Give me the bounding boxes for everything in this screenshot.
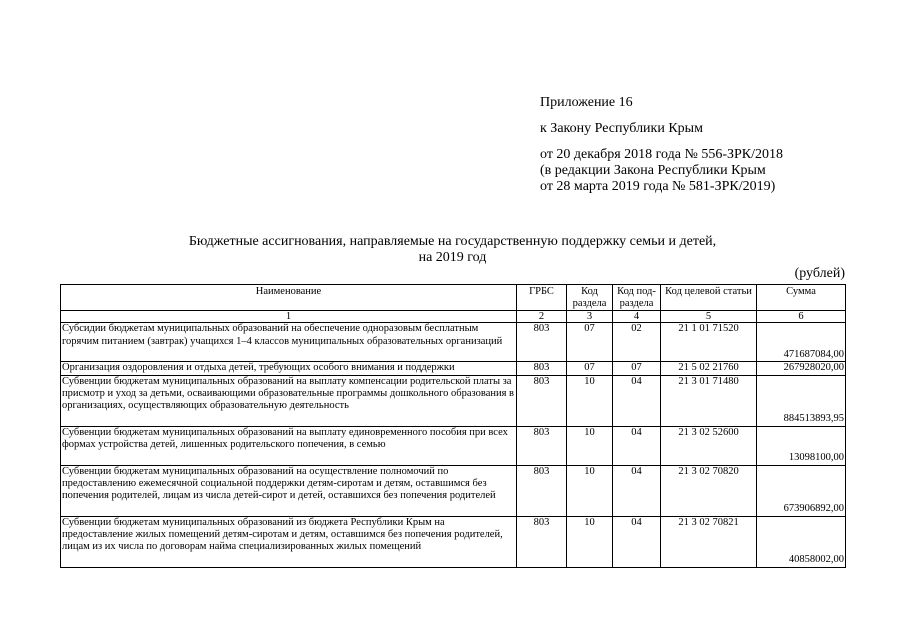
table-row (61, 465, 846, 516)
row-sum: 673906892,00 (757, 465, 846, 516)
table-header-row (61, 285, 846, 311)
column-number: 4 (613, 311, 661, 323)
row-grbs: 803 (517, 362, 567, 375)
row-subsection: 04 (613, 426, 661, 465)
row-target: 21 5 02 21760 (661, 362, 757, 375)
row-section: 07 (567, 362, 613, 375)
row-target: 21 3 01 71480 (661, 375, 757, 426)
row-grbs: 803 (517, 465, 567, 516)
row-section: 10 (567, 375, 613, 426)
row-sum: 471687084,00 (757, 323, 846, 362)
appendix-number: Приложение 16 (540, 95, 633, 110)
column-header-grbs: ГРБС (517, 285, 567, 311)
row-name: Субвенции бюджетам муниципальных образований на осуществление полномочий по предоставлению ежемесячной социальной поддержки детям-сиротам и детям, оставшимся без попечения родителей, лицам из числа детей-сирот и детей, оставшихся без попечения родителей (61, 465, 517, 516)
table-row (61, 362, 846, 375)
row-target: 21 3 02 70821 (661, 516, 757, 567)
appendix-date: от 20 декабря 2018 года № 556-ЗРК/2018 (540, 147, 784, 162)
row-subsection: 07 (613, 362, 661, 375)
column-number: 2 (517, 311, 567, 323)
column-number: 1 (61, 311, 517, 323)
row-grbs: 803 (517, 426, 567, 465)
column-header-subsection: Код под-раздела (613, 285, 661, 311)
row-grbs: 803 (517, 516, 567, 567)
row-subsection: 04 (613, 516, 661, 567)
column-header-sum: Сумма (757, 285, 846, 311)
table-row (61, 375, 846, 426)
column-number: 3 (567, 311, 613, 323)
row-sum: 267928020,00 (757, 362, 846, 375)
row-name: Субвенции бюджетам муниципальных образований на выплату компенсации родительской платы за присмотр и уход за детьми, осваивающими образовательные программы дошкольного образования в организациях, осуществляющих образовательную деятельность (61, 375, 517, 426)
row-section: 10 (567, 465, 613, 516)
document-title (60, 234, 845, 266)
row-grbs: 803 (517, 375, 567, 426)
column-number: 6 (757, 311, 846, 323)
row-subsection: 04 (613, 465, 661, 516)
row-section: 10 (567, 516, 613, 567)
appendix-law: к Закону Республики Крым (540, 121, 703, 136)
column-number: 5 (661, 311, 757, 323)
row-subsection: 02 (613, 323, 661, 362)
title-line1: Бюджетные ассигнования, направляемые на государственную поддержку семьи и детей, (188, 234, 717, 249)
column-numbers-row (61, 311, 846, 323)
appendix-edition-line1: (в редакции Закона Республики Крым (540, 163, 766, 178)
table-row (61, 426, 846, 465)
appendix-edition-line2: от 28 марта 2019 года № 581-ЗРК/2019) (540, 179, 776, 194)
row-section: 07 (567, 323, 613, 362)
units-label: (рублей) (794, 266, 845, 281)
appendix-header (540, 95, 880, 195)
title-line2: на 2019 год (418, 250, 487, 265)
row-sum: 13098100,00 (757, 426, 846, 465)
budget-table (60, 284, 846, 568)
row-grbs: 803 (517, 323, 567, 362)
row-name: Организация оздоровления и отдыха детей, требующих особого внимания и поддержки (61, 362, 517, 375)
column-header-target: Код целевой статьи (661, 285, 757, 311)
row-target: 21 3 02 52600 (661, 426, 757, 465)
row-sum: 884513893,95 (757, 375, 846, 426)
row-sum: 40858002,00 (757, 516, 846, 567)
column-header-name: Наименование (61, 285, 517, 311)
row-name: Субсидии бюджетам муниципальных образований на обеспечение одноразовым бесплатным горячим питанием (завтрак) учащихся 1–4 классов муниципальных образовательных организаций (61, 323, 517, 362)
row-section: 10 (567, 426, 613, 465)
row-name: Субвенции бюджетам муниципальных образований из бюджета Республики Крым на предоставление жилых помещений детям-сиротам и детям, оставшимся без попечения родителей, лицам из их числа по договорам найма специализированных жилых помещений (61, 516, 517, 567)
column-header-section: Код раздела (567, 285, 613, 311)
row-name: Субвенции бюджетам муниципальных образований на выплату единовременного пособия при всех формах устройства детей, лишенных родительского попечения, в семью (61, 426, 517, 465)
table-row (61, 323, 846, 362)
row-subsection: 04 (613, 375, 661, 426)
row-target: 21 1 01 71520 (661, 323, 757, 362)
row-target: 21 3 02 70820 (661, 465, 757, 516)
table-row (61, 516, 846, 567)
